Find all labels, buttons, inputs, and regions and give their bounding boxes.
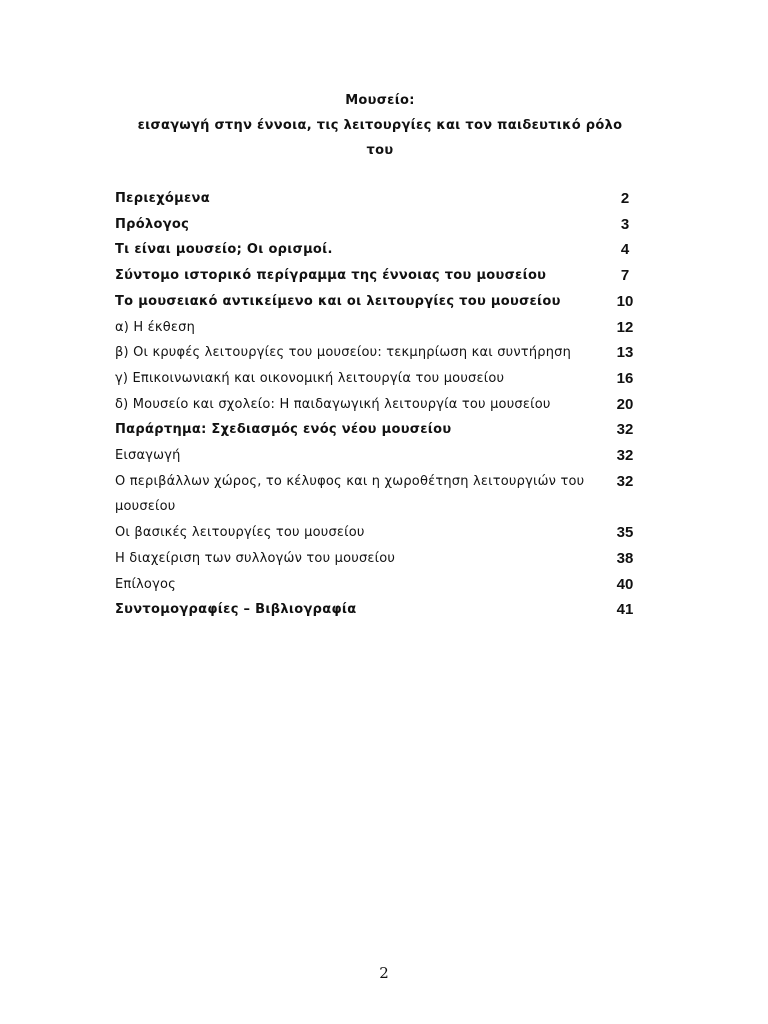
toc-entry-title: β) Οι κρυφές λειτουργίες του μουσείου: τεκμηρίωση και συντήρηση xyxy=(115,345,572,361)
title-line-3: του xyxy=(366,143,394,158)
toc-entry xyxy=(115,443,645,469)
toc-entry-title: α) Η έκθεση xyxy=(115,319,196,335)
toc-entry xyxy=(115,520,645,546)
toc-entry xyxy=(115,315,645,341)
toc-entry-title: γ) Επικοινωνιακή και οικονομική λειτουργία του μουσείου xyxy=(115,370,505,386)
toc-entry xyxy=(115,597,645,623)
toc-entry-page: 3 xyxy=(620,215,630,233)
toc-entry xyxy=(115,469,645,520)
toc-entry-page: 38 xyxy=(616,549,634,567)
toc-entry-page: 13 xyxy=(616,344,634,362)
toc-entry-title: Τι είναι μουσείο; Οι ορισμοί. xyxy=(115,242,333,258)
toc-entry-title: Εισαγωγή xyxy=(115,448,181,464)
toc-entry-page: 32 xyxy=(616,472,634,490)
toc-entry xyxy=(115,186,645,212)
toc-entry-page: 2 xyxy=(620,190,630,207)
toc-entry-page: 40 xyxy=(616,575,634,593)
toc-entry xyxy=(115,392,645,418)
toc-entry-title: Περιεχόμενα xyxy=(115,191,210,206)
toc-entry-title: Το μουσειακό αντικείμενο και οι λειτουργίες του μουσείου xyxy=(115,293,561,309)
toc-entry-page: 4 xyxy=(620,241,630,259)
toc-entry-page: 12 xyxy=(616,318,634,336)
toc-entry-title: Ο περιβάλλων χώρος, το κέλυφος και η χωροθέτηση λειτουργιών του μουσείου xyxy=(115,473,585,515)
toc-entry-title: δ) Μουσείο και σχολείο: Η παιδαγωγική λειτουργία του μουσείου xyxy=(115,396,551,412)
toc-entry xyxy=(115,366,645,392)
page-number: 2 xyxy=(379,964,389,982)
toc-entry xyxy=(115,340,645,366)
toc-entry xyxy=(115,289,645,315)
document-title xyxy=(110,88,650,163)
toc-entry xyxy=(115,546,645,572)
toc-entry-title: Πρόλογος xyxy=(115,216,190,232)
table-of-contents xyxy=(115,186,645,623)
toc-entry-title: Επίλογος xyxy=(115,576,176,592)
toc-entry-page: 32 xyxy=(616,421,634,439)
toc-entry xyxy=(115,212,645,238)
toc-entry-page: 35 xyxy=(616,524,634,542)
title-line-2: εισαγωγή στην έννοια, τις λειτουργίες και τον παιδευτικό ρόλο xyxy=(137,118,623,133)
toc-entry-page: 41 xyxy=(616,601,634,619)
toc-entry xyxy=(115,572,645,598)
title-line-1: Μουσείο: xyxy=(345,93,415,108)
toc-entry xyxy=(115,237,645,263)
toc-entry xyxy=(115,263,645,289)
toc-entry-page: 32 xyxy=(616,447,634,465)
toc-entry-title: Σύντομο ιστορικό περίγραμμα της έννοιας του μουσείου xyxy=(115,268,547,284)
toc-entry-page: 10 xyxy=(616,292,634,310)
toc-entry-title: Οι βασικές λειτουργίες του μουσείου xyxy=(115,525,365,541)
toc-entry-title: Παράρτημα: Σχεδιασμός ενός νέου μουσείου xyxy=(115,422,452,438)
toc-entry-page: 20 xyxy=(616,395,634,413)
toc-entry-title: Η διαχείριση των συλλογών του μουσείου xyxy=(115,550,396,566)
toc-entry-title: Συντομογραφίες – Βιβλιογραφία xyxy=(115,602,357,618)
toc-entry xyxy=(115,417,645,443)
toc-entry-page: 16 xyxy=(616,369,634,387)
toc-entry-page: 7 xyxy=(620,267,630,285)
